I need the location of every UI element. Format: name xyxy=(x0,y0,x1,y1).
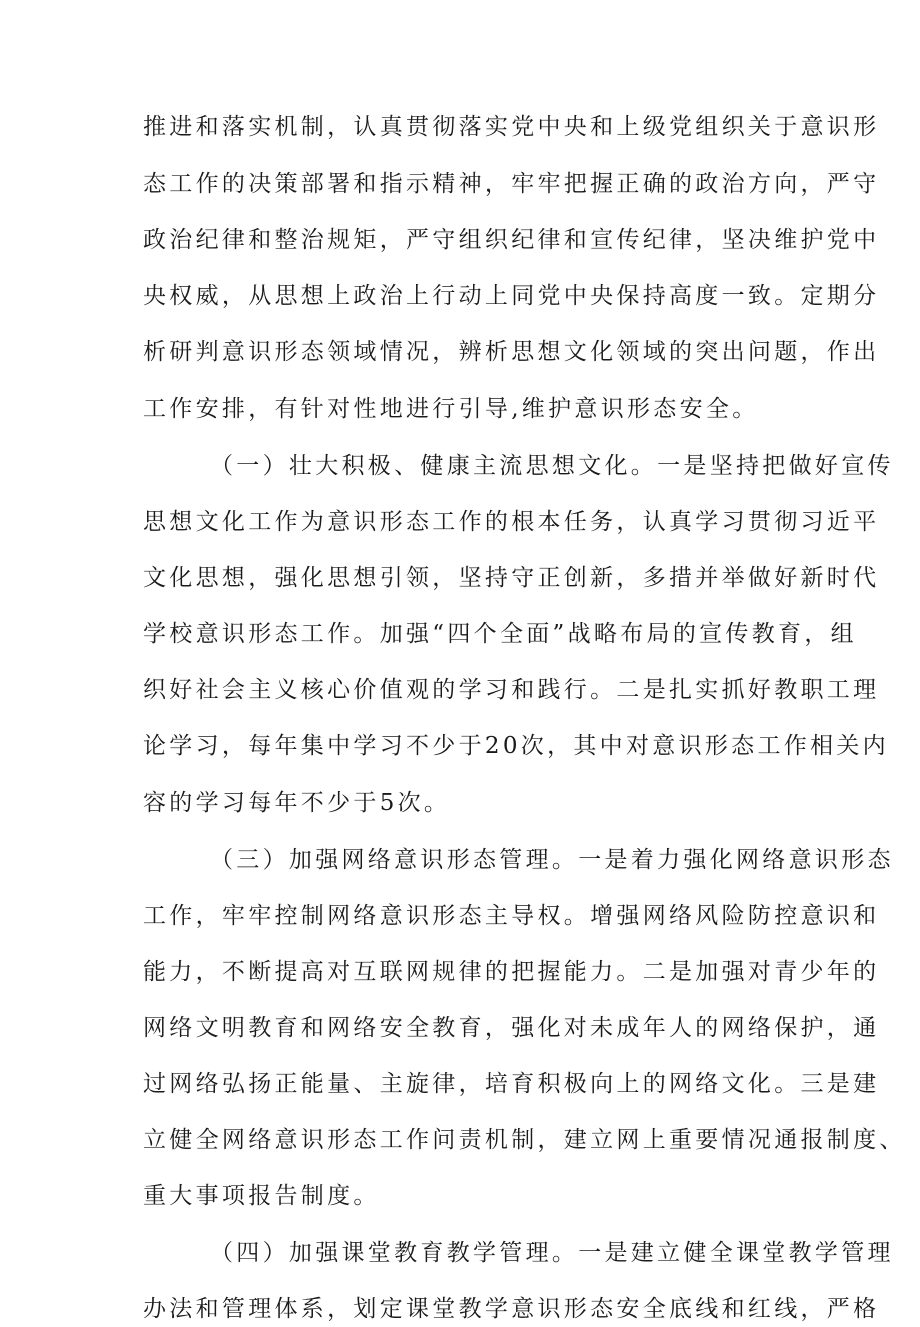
text-line: 织好社会主义核心价值观的学习和践行。二是扎实抓好教职工理 xyxy=(143,677,880,703)
text-line: 工作，牢牢控制网络意识形态主导权。增强网络风险防控意识和 xyxy=(143,903,880,929)
paragraph-heading-1: （一）壮大积极、健康主流思想文化。一是坚持把做好宣传 xyxy=(210,453,894,479)
text-line: 政治纪律和整治规矩，严守组织纪律和宣传纪律，坚决维护党中 xyxy=(143,227,880,253)
text-line: 办法和管理体系，划定课堂教学意识形态安全底线和红线，严格 xyxy=(143,1296,880,1322)
text-line: 重大事项报告制度。 xyxy=(143,1183,380,1209)
text-line: 学校意识形态工作。加强“四个全面”战略布局的宣传教育，组 xyxy=(143,621,857,647)
text-line: 态工作的决策部署和指示精神，牢牢把握正确的政治方向，严守 xyxy=(143,171,880,197)
text-line: 过网络弘扬正能量、主旋律，培育积极向上的网络文化。三是建 xyxy=(143,1071,880,1097)
paragraph-heading-4: （四）加强课堂教育教学管理。一是建立健全课堂教学管理 xyxy=(210,1240,894,1266)
text-line: 工作安排，有针对性地进行引导,维护意识形态安全。 xyxy=(143,396,759,422)
text-line: 网络文明教育和网络安全教育，强化对未成年人的网络保护，通 xyxy=(143,1015,880,1041)
paragraph-heading-3: （三）加强网络意识形态管理。一是着力强化网络意识形态 xyxy=(210,847,894,873)
text-line: 析研判意识形态领域情况，辨析思想文化领域的突出问题，作出 xyxy=(143,339,880,365)
text-line: 文化思想，强化思想引领，坚持守正创新，多措并举做好新时代 xyxy=(143,565,880,591)
text-line: 思想文化工作为意识形态工作的根本任务，认真学习贯彻习近平 xyxy=(143,509,880,535)
text-line: 容的学习每年不少于5次。 xyxy=(143,790,451,816)
text-line: 能力，不断提高对互联网规律的把握能力。二是加强对青少年的 xyxy=(143,959,880,985)
text-line: 央权威，从思想上政治上行动上同党中央保持高度一致。定期分 xyxy=(143,283,880,309)
text-line: 论学习，每年集中学习不少于20次，其中对意识形态工作相关内 xyxy=(143,733,889,759)
text-line: 推进和落实机制，认真贯彻落实党中央和上级党组织关于意识形 xyxy=(143,114,880,140)
text-line: 立健全网络意识形态工作问责机制，建立网上重要情况通报制度、 xyxy=(143,1127,906,1153)
